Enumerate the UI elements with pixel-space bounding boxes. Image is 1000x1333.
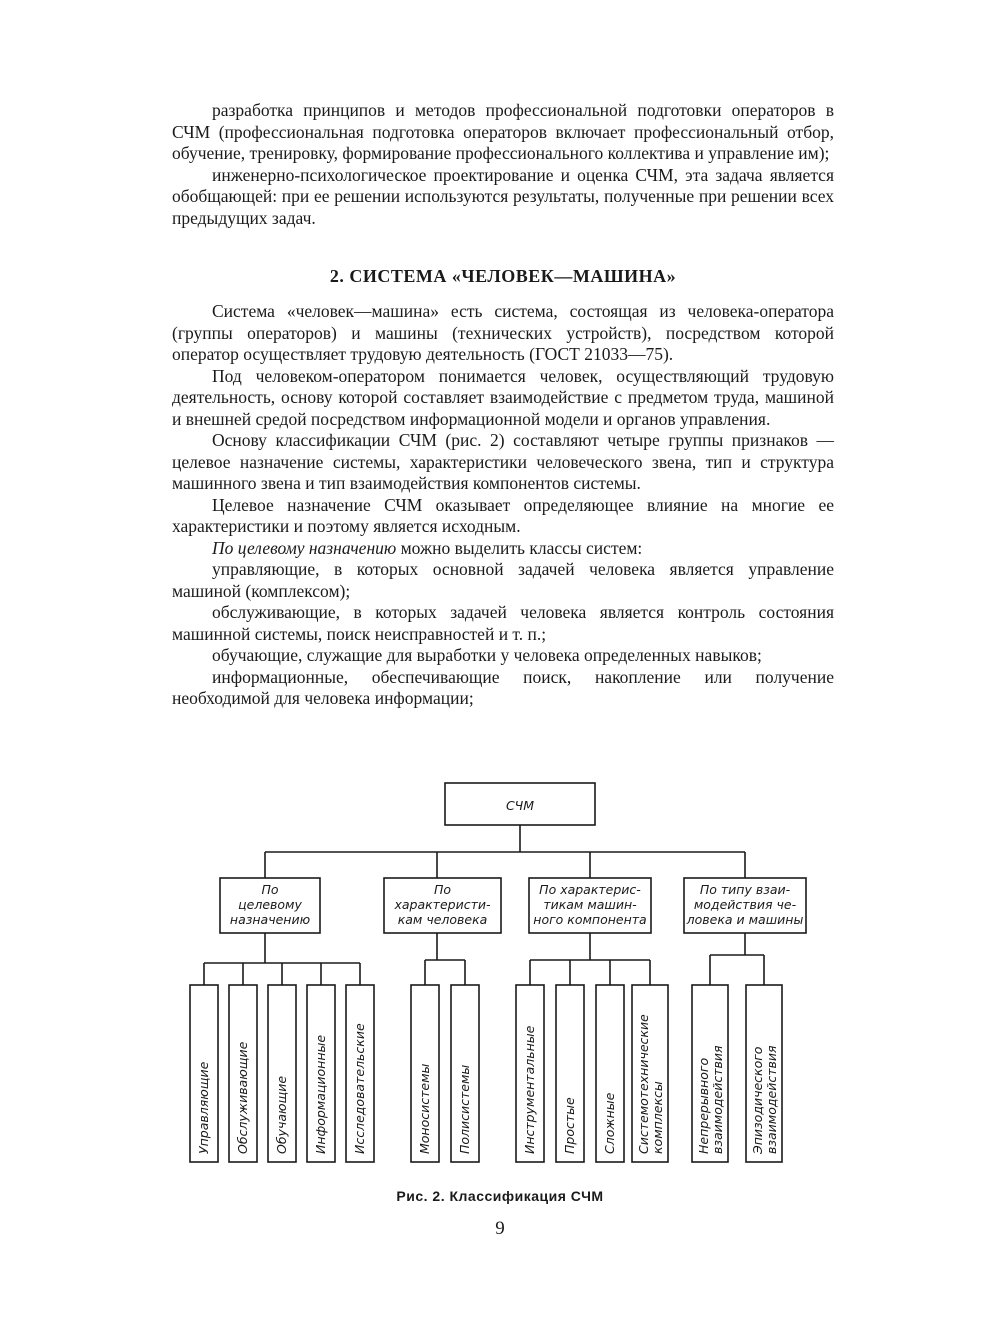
paragraph: Целевое назначение СЧМ оказывает определяющее влияние на многие ее характеристики и поэтому является исходным. [172,494,834,536]
group-label: модействия че- [693,897,797,912]
paragraph: инженерно-психологическое проектирование и оценка СЧМ, эта задача является обобщающей: при ее решении используются результаты, полученные при решении всех предыдущих задач. [172,164,834,228]
group-label: кам человека [397,912,488,927]
leaf-label: Эпизодического [750,1046,765,1154]
list-item: обучающие, служащие для выработки у человека определенных навыков; [212,645,762,665]
group-label: целевому [238,897,302,912]
paragraph: Под человеком-оператором понимается человек, осуществляющий трудовую деятельность, основу которой составляет взаимодействие с предметом труда, машиной и внешней средой посредством информационной модели и органов управления. [172,365,834,429]
group-label: характеристи- [394,897,491,912]
list-item: управляющие, в которых основной задачей человека является управление машиной (комплексом); [172,559,834,601]
paragraph: Система «человек—машина» есть система, состоящая из человека-оператора (группы операторов) и машины (технических устройств), посредством которой оператор осуществляет трудовую деятельность (ГОСТ 21033—75). [172,301,834,364]
figure-caption: Рис. 2. Классификация СЧМ [396,1188,604,1204]
paragraph: Основу классификации СЧМ (рис. 2) составляют четыре группы признаков — целевое назначение системы, характеристики человеческого звена, тип и структура машинного звена и тип взаимодействия компонентов системы. [172,430,834,493]
group-label: ного компонента [533,912,647,927]
paragraph-rest: можно выделить классы систем: [396,537,643,558]
leaf-label: Полисистемы [457,1064,472,1154]
leaf-label: Моносистемы [417,1063,432,1154]
section-heading: 2. СИСТЕМА «ЧЕЛОВЕК—МАШИНА» [329,266,677,286]
leaf-label: Инструментальные [522,1025,537,1154]
leaf-label: Простые [562,1097,577,1154]
leaf-label: Информационные [313,1034,328,1154]
list-item: обслуживающие, в которых задачей человека является контроль состояния машинной системы, поиск неисправностей и т. п.; [172,602,834,644]
leaf-label: взаимодействия [710,1045,725,1154]
root-label: СЧМ [505,798,535,813]
group-label: тикам машин- [543,897,637,912]
leaf-label: Обслуживающие [235,1041,250,1154]
italic-phrase: По целевому назначению [212,537,397,558]
group-label: По [261,882,279,897]
leaf-label: Сложные [602,1092,617,1154]
leaf-label: взаимодействия [764,1045,779,1154]
group-label: назначению [229,912,311,927]
page-number: 9 [495,1218,505,1239]
group-label: По характерис- [539,882,641,897]
list-item: информационные, обеспечивающие поиск, накопление или получение необходимой для человека информации; [172,666,834,708]
group-label: ловека и машины [686,912,804,927]
leaf-label: Непрерывного [696,1057,711,1154]
group-label: По [433,882,452,897]
leaf-label: Исследовательские [352,1023,367,1154]
leaf-label: Управляющие [196,1061,211,1154]
paragraph: разработка принципов и методов профессиональной подготовки операторов в СЧМ (профессиональная подготовка операторов включает профессиональный отбор, обучение, тренировку, формирование профессионального коллектива и управление им); [172,100,834,163]
leaf-label: комплексы [650,1081,665,1154]
leaf-label: Системотехнические [636,1014,651,1154]
group-label: По типу взаи- [699,882,791,897]
leaf-label: Обучающие [274,1075,289,1154]
